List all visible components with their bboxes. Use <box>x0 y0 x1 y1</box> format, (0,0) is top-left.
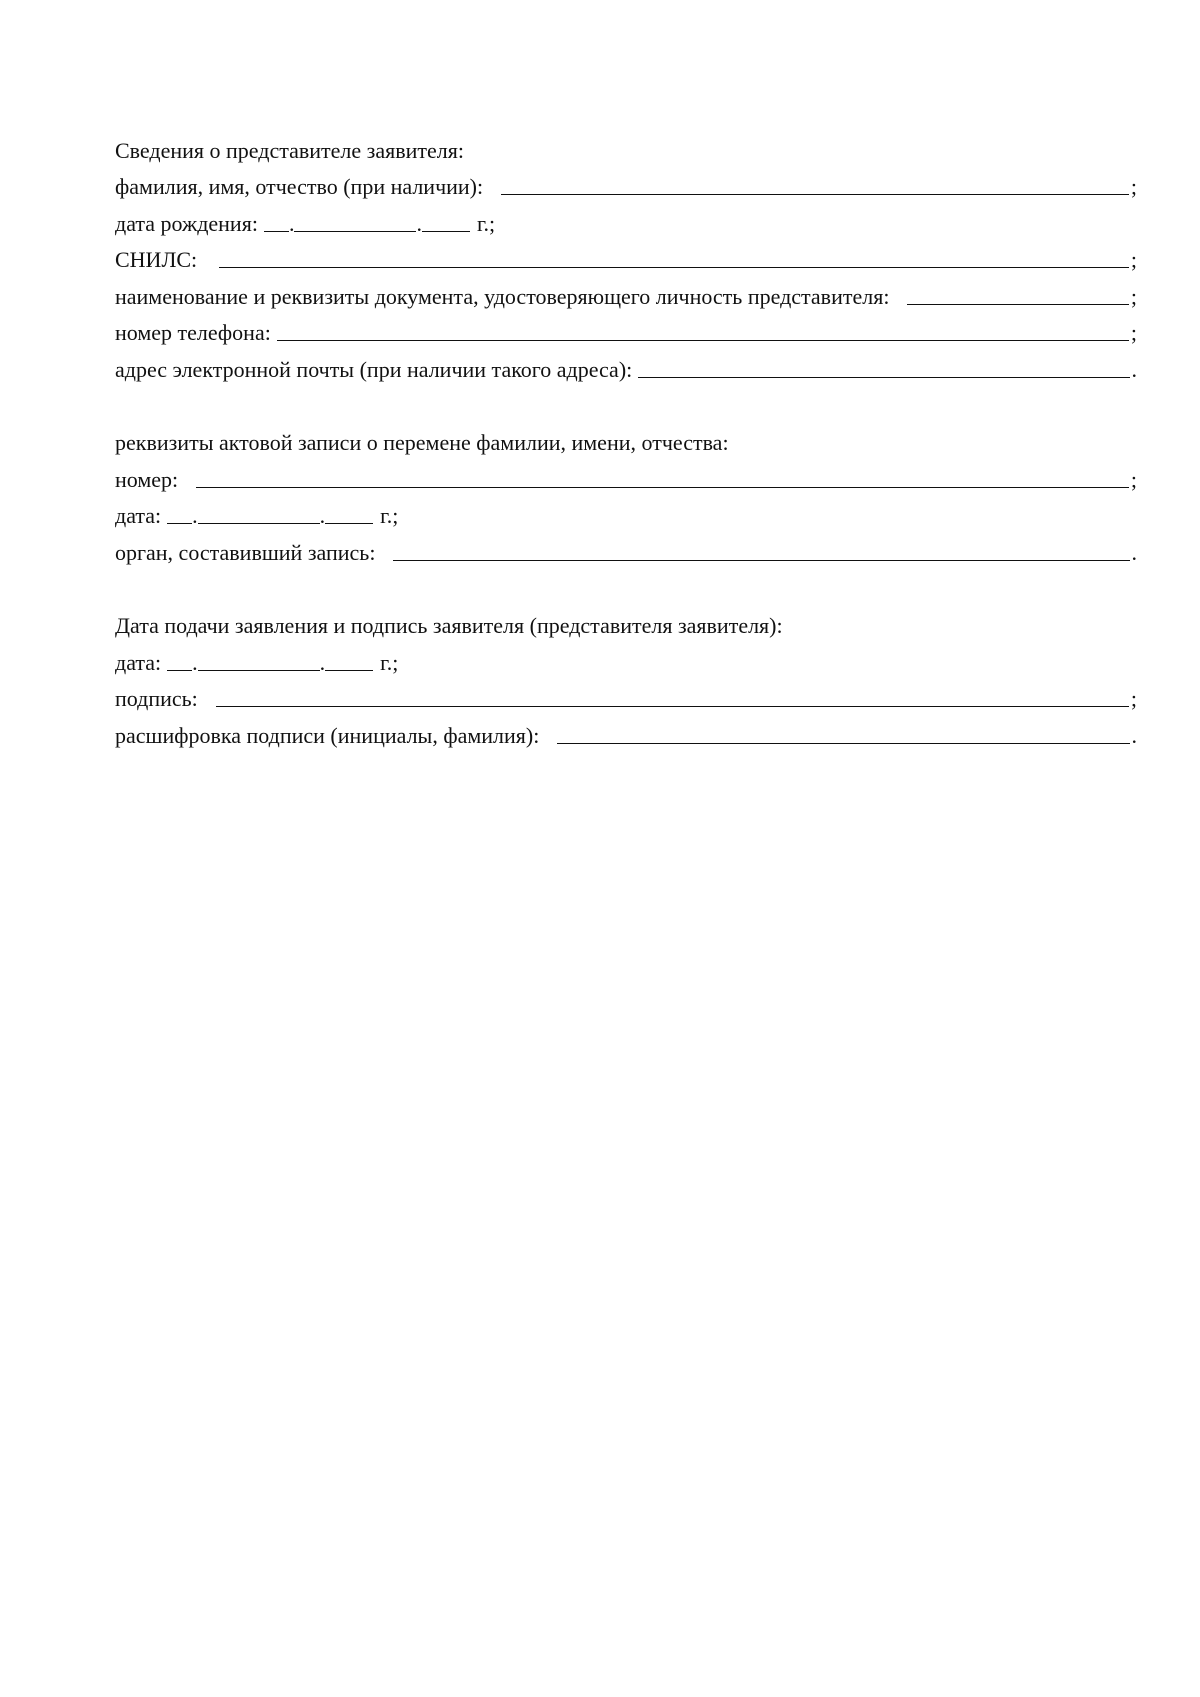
birth-day-blank[interactable] <box>264 230 289 232</box>
date-dot: . <box>416 210 422 236</box>
signature-decoding-row <box>115 714 1137 751</box>
act-date-row <box>115 495 1137 532</box>
act-date-field[interactable] <box>167 505 398 531</box>
act-record-heading: реквизиты актовой записи о перемене фамилии, имени, отчества: <box>115 430 729 455</box>
period: . <box>1131 356 1137 382</box>
signature-field[interactable] <box>216 706 1129 707</box>
email-field[interactable] <box>638 377 1129 378</box>
submission-month-blank[interactable] <box>198 669 320 671</box>
act-number-field[interactable] <box>196 487 1129 488</box>
representative-section <box>115 129 1137 385</box>
birth-year-blank[interactable] <box>422 230 470 232</box>
phone-label: номер телефона: <box>115 320 271 345</box>
authority-label: орган, составивший запись: <box>115 539 376 565</box>
phone-field[interactable] <box>277 340 1129 341</box>
period: . <box>1131 722 1137 748</box>
act-date-label: дата: <box>115 503 162 528</box>
year-suffix: г.; <box>476 210 496 236</box>
form-content <box>115 129 1137 751</box>
submission-heading: Дата подачи заявления и подпись заявителя (представителя заявителя): <box>115 613 783 638</box>
birth-date-label: дата рождения: <box>115 210 258 236</box>
authority-row <box>115 531 1137 568</box>
signature-decoding-field[interactable] <box>557 743 1129 744</box>
year-suffix: г.; <box>380 649 399 675</box>
year-suffix: г.; <box>380 503 399 528</box>
date-dot: . <box>319 649 326 675</box>
id-document-field[interactable] <box>907 304 1128 305</box>
act-day-blank[interactable] <box>167 522 192 524</box>
act-month-blank[interactable] <box>198 522 320 524</box>
full-name-field[interactable] <box>501 194 1129 195</box>
birth-date-field[interactable] <box>264 210 496 239</box>
signature-label: подпись: <box>115 686 198 711</box>
email-row <box>115 348 1137 385</box>
submission-day-blank[interactable] <box>167 669 192 671</box>
signature-row <box>115 678 1137 715</box>
semicolon: ; <box>1130 320 1137 345</box>
submission-date-label: дата: <box>115 649 162 675</box>
snils-label: СНИЛС: <box>115 247 198 272</box>
phone-row <box>115 312 1137 349</box>
snils-row <box>115 239 1137 276</box>
act-number-row <box>115 458 1137 495</box>
date-dot: . <box>192 503 198 528</box>
birth-date-row <box>115 202 1137 239</box>
id-document-label: наименование и реквизиты документа, удостоверяющего личность представителя: <box>115 283 890 309</box>
date-dot: . <box>192 649 198 675</box>
semicolon: ; <box>1130 174 1137 199</box>
email-label: адрес электронной почты (при наличии такого адреса): <box>115 356 633 382</box>
submission-date-field[interactable] <box>167 649 399 678</box>
full-name-row <box>115 166 1137 203</box>
birth-month-blank[interactable] <box>294 230 416 232</box>
date-dot: . <box>288 210 295 236</box>
act-number-label: номер: <box>115 466 179 492</box>
act-year-blank[interactable] <box>325 522 373 524</box>
semicolon: ; <box>1130 283 1137 309</box>
submission-year-blank[interactable] <box>325 669 373 671</box>
date-dot: . <box>319 503 326 528</box>
full-name-label: фамилия, имя, отчество (при наличии): <box>115 174 484 199</box>
semicolon: ; <box>1130 466 1137 492</box>
authority-field[interactable] <box>393 560 1129 561</box>
semicolon: ; <box>1130 686 1137 711</box>
act-record-section <box>115 422 1137 568</box>
submission-section <box>115 605 1137 751</box>
representative-heading: Сведения о представителе заявителя: <box>115 137 464 163</box>
signature-decoding-label: расшифровка подписи (инициалы, фамилия): <box>115 722 540 748</box>
period: . <box>1131 539 1137 565</box>
snils-field[interactable] <box>219 267 1129 268</box>
semicolon: ; <box>1130 247 1137 272</box>
submission-date-row <box>115 641 1137 678</box>
id-document-row <box>115 275 1137 312</box>
